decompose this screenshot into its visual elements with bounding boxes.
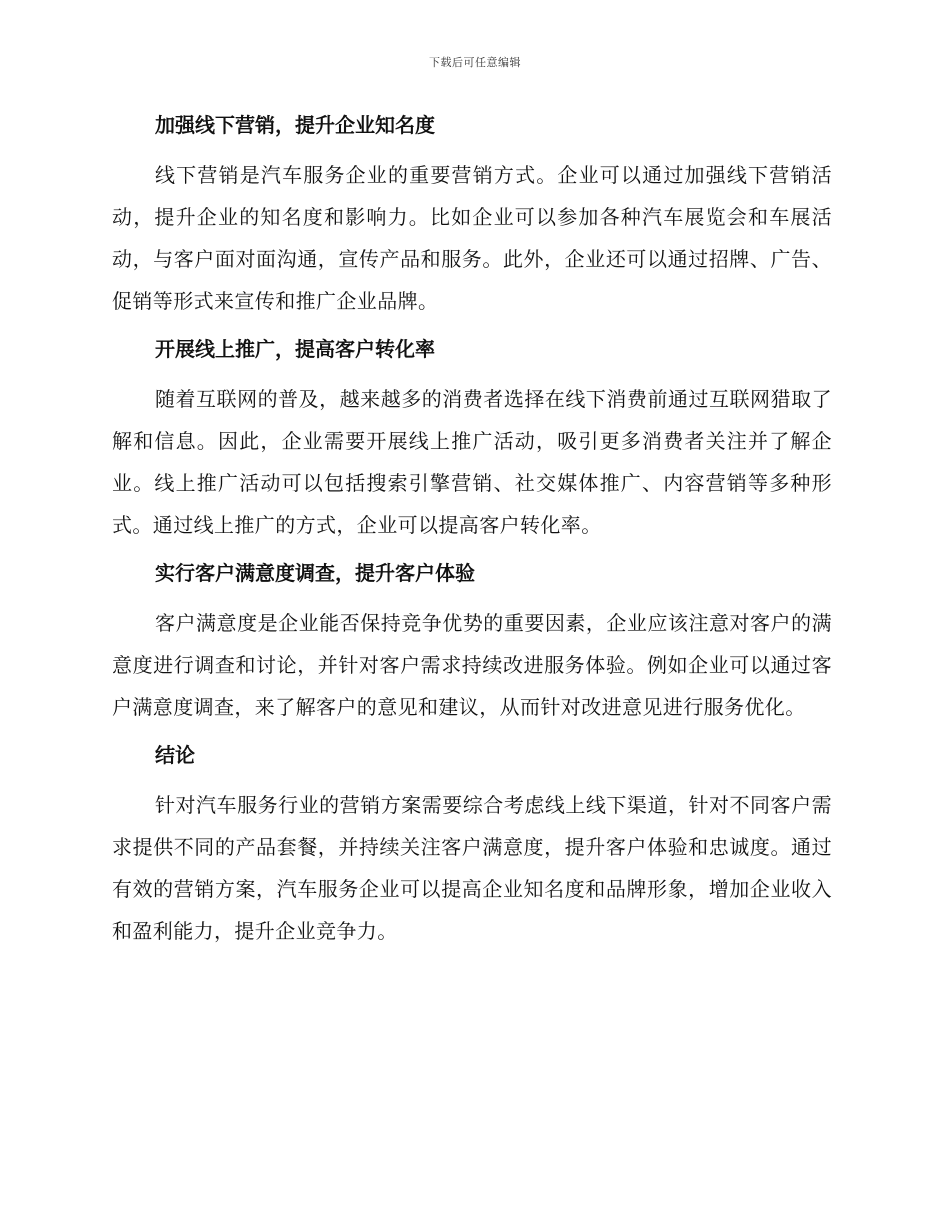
section-paragraph: 针对汽车服务行业的营销方案需要综合考虑线上线下渠道，针对不同客户需求提供不同的产品套餐，并持续关注客户满意度，提升客户体验和忠诚度。通过有效的营销方案，汽车服务企业可以提高企业知名度和品牌形象，增加企业收入和盈利能力，提升企业竞争力。 (112, 793, 832, 943)
section-paragraph: 线下营销是汽车服务企业的重要营销方式。企业可以通过加强线下营销活动，提升企业的知名度和影响力。比如企业可以参加各种汽车展览会和车展活动，与客户面对面沟通，宣传产品和服务。此外，企业还可以通过招牌、广告、促销等形式来宣传和推广企业品牌。 (112, 163, 832, 313)
header-note: 下载后可任意编辑 (429, 56, 521, 69)
section-offline-marketing (112, 108, 832, 322)
section-heading: 加强线下营销，提升企业知名度 (155, 113, 435, 137)
document-body (112, 108, 832, 962)
section-paragraph: 客户满意度是企业能否保持竞争优势的重要因素，企业应该注意对客户的满意度进行调查和讨论，并针对客户需求持续改进服务体验。例如企业可以通过客户满意度调查，来了解客户的意见和建议，从而针对改进意见进行服务优化。 (112, 611, 832, 719)
section-conclusion (112, 738, 832, 952)
section-heading: 开展线上推广，提高客户转化率 (155, 337, 435, 361)
section-heading: 结论 (155, 743, 195, 767)
section-online-promotion (112, 332, 832, 546)
section-paragraph: 随着互联网的普及，越来越多的消费者选择在线下消费前通过互联网猎取了解和信息。因此，企业需要开展线上推广活动，吸引更多消费者关注并了解企业。线上推广活动可以包括搜索引擎营销、社交媒体推广、内容营销等多种形式。通过线上推广的方式，企业可以提高客户转化率。 (112, 387, 832, 537)
section-heading: 实行客户满意度调查，提升客户体验 (155, 561, 475, 585)
section-satisfaction-survey (112, 556, 832, 728)
